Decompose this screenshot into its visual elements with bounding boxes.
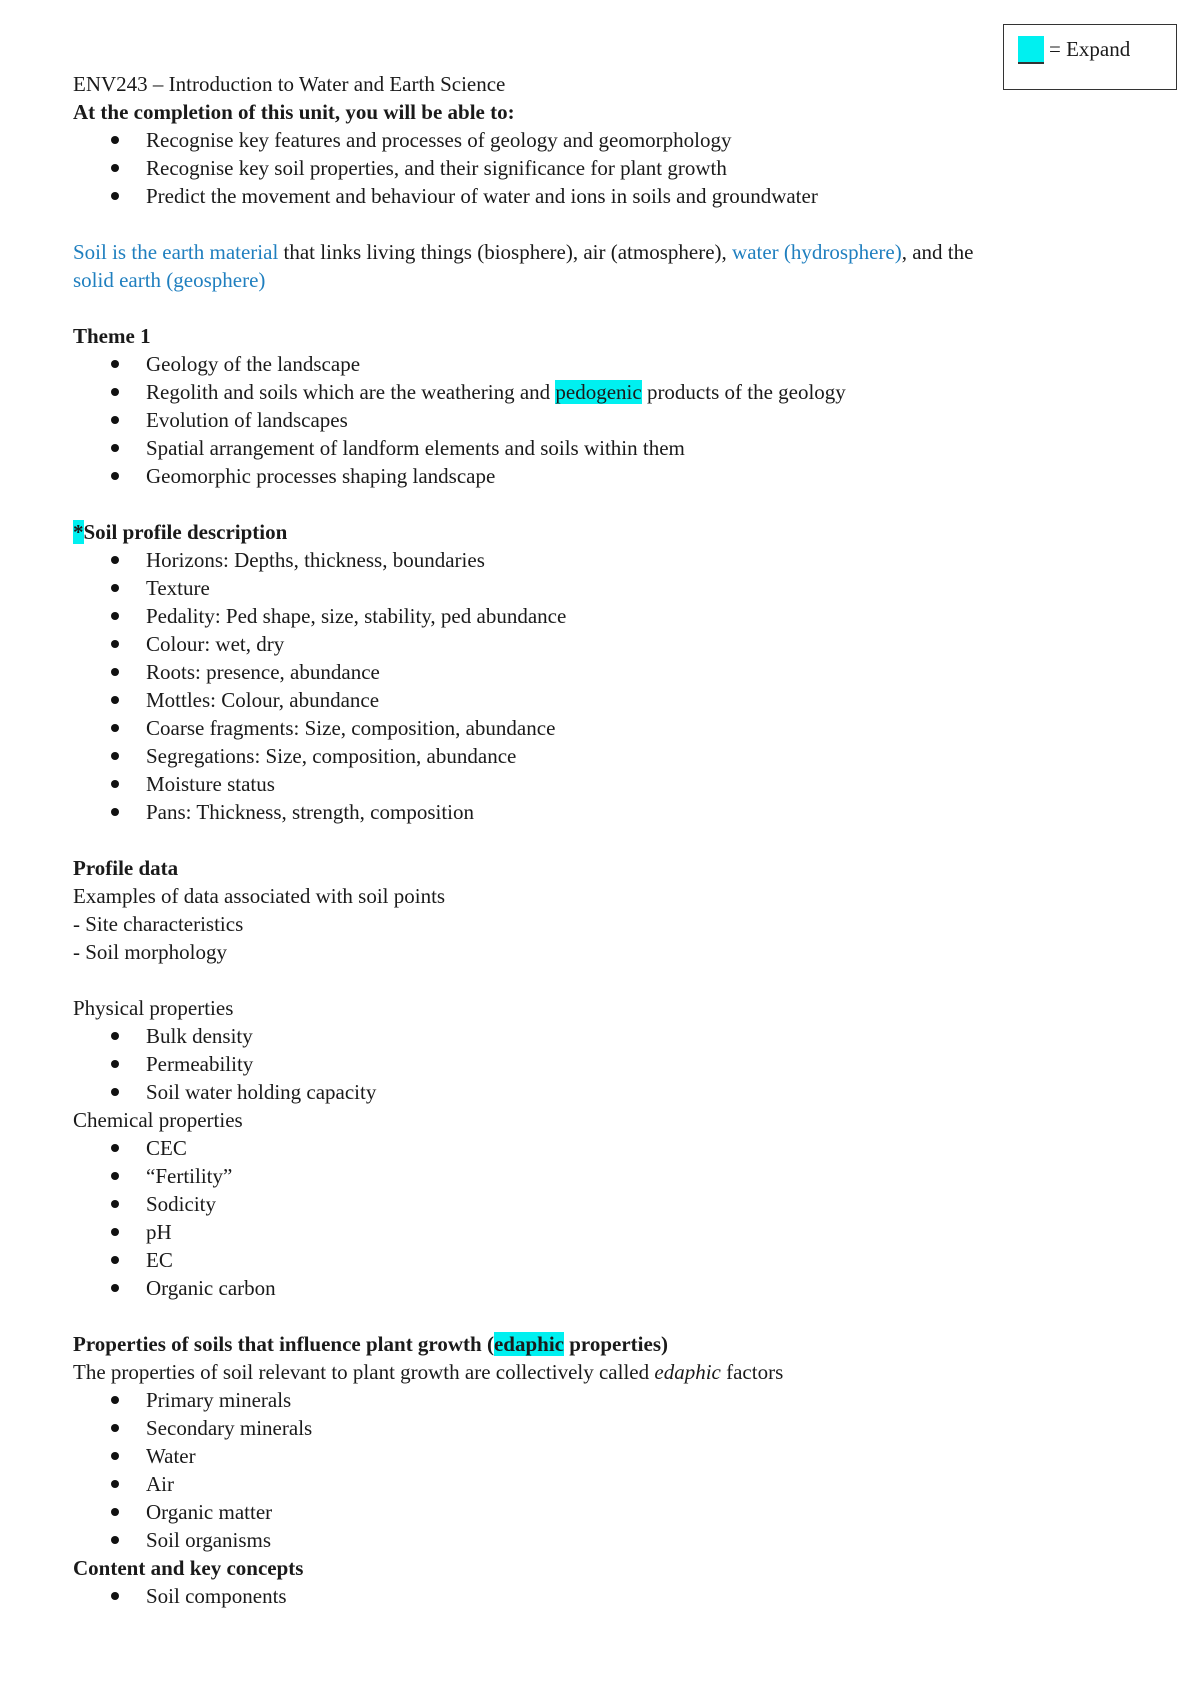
list-item: Soil components <box>73 1582 1133 1610</box>
outcomes-list <box>73 126 1133 210</box>
highlight-star: * <box>73 520 84 544</box>
list-item: Soil water holding capacity <box>73 1078 1133 1106</box>
list-item: Water <box>73 1442 1133 1470</box>
list-item: Roots: presence, abundance <box>73 658 1133 686</box>
list-item: Horizons: Depths, thickness, boundaries <box>73 546 1133 574</box>
document-title: ENV243 – Introduction to Water and Earth Science <box>73 72 506 96</box>
list-item: Pedality: Ped shape, size, stability, ped abundance <box>73 602 1133 630</box>
chemical-properties-list <box>73 1134 1133 1302</box>
theme1-list <box>73 350 1133 490</box>
edaphic-description <box>73 1358 1133 1386</box>
chemical-properties-heading: Chemical properties <box>73 1108 243 1132</box>
list-item <box>73 378 1133 406</box>
profile-data-line: - Site characteristics <box>73 912 244 936</box>
profile-data-line: Examples of data associated with soil points <box>73 884 446 908</box>
list-item: “Fertility” <box>73 1162 1133 1190</box>
list-item: Organic carbon <box>73 1274 1133 1302</box>
intro-text: that links living things (biosphere), air (atmosphere), <box>278 240 733 264</box>
heading-text: properties) <box>563 1332 668 1356</box>
list-item-text: products of the geology <box>641 380 846 404</box>
list-item: Texture <box>73 574 1133 602</box>
list-item: Bulk density <box>73 1022 1133 1050</box>
list-item: Evolution of landscapes <box>73 406 1133 434</box>
list-item: Geology of the landscape <box>73 350 1133 378</box>
desc-emphasis: edaphic <box>654 1360 721 1384</box>
list-item: Soil organisms <box>73 1526 1133 1554</box>
heading-text: Properties of soils that influence plant growth ( <box>73 1332 494 1356</box>
list-item: Primary minerals <box>73 1386 1133 1414</box>
heading-text: Soil profile description <box>83 520 288 544</box>
list-item: Geomorphic processes shaping landscape <box>73 462 1133 490</box>
highlight-pedogenic: pedogenic <box>555 380 642 404</box>
list-item: Colour: wet, dry <box>73 630 1133 658</box>
list-item: Spatial arrangement of landform elements and soils within them <box>73 434 1133 462</box>
list-item: Recognise key features and processes of geology and geomorphology <box>73 126 1133 154</box>
list-item: Sodicity <box>73 1190 1133 1218</box>
profile-data-line: - Soil morphology <box>73 940 228 964</box>
highlight-edaphic: edaphic <box>493 1332 564 1356</box>
list-item: Air <box>73 1470 1133 1498</box>
profile-data-heading: Profile data <box>73 856 179 880</box>
list-item: Coarse fragments: Size, composition, abundance <box>73 714 1133 742</box>
physical-properties-heading: Physical properties <box>73 996 234 1020</box>
intro-paragraph <box>73 238 1133 266</box>
list-item: Pans: Thickness, strength, composition <box>73 798 1133 826</box>
document-body <box>73 70 1133 1610</box>
list-item: Predict the movement and behaviour of water and ions in soils and groundwater <box>73 182 1133 210</box>
list-item-text: Regolith and soils which are the weathering and <box>146 380 556 404</box>
outcomes-heading: At the completion of this unit, you will be able to: <box>73 100 515 124</box>
desc-text: The properties of soil relevant to plant growth are collectively called <box>73 1360 655 1384</box>
intro-text-2: , and the <box>901 240 974 264</box>
desc-text: factors <box>720 1360 784 1384</box>
list-item: Permeability <box>73 1050 1133 1078</box>
list-item: Recognise key soil properties, and their significance for plant growth <box>73 154 1133 182</box>
list-item: Secondary minerals <box>73 1414 1133 1442</box>
theme1-heading: Theme 1 <box>73 324 151 348</box>
content-list <box>73 1582 1133 1610</box>
profile-description-heading <box>73 518 1133 546</box>
content-heading: Content and key concepts <box>73 1556 304 1580</box>
intro-link-soil: Soil is the earth material <box>73 240 279 264</box>
edaphic-list <box>73 1386 1133 1554</box>
list-item: EC <box>73 1246 1133 1274</box>
intro-link-geosphere: solid earth (geosphere) <box>73 268 266 292</box>
list-item: CEC <box>73 1134 1133 1162</box>
legend-swatch <box>1018 36 1044 64</box>
legend-label: = Expand <box>1049 37 1131 61</box>
profile-description-list <box>73 546 1133 826</box>
list-item: Organic matter <box>73 1498 1133 1526</box>
list-item: pH <box>73 1218 1133 1246</box>
edaphic-heading <box>73 1330 1133 1358</box>
list-item: Moisture status <box>73 770 1133 798</box>
intro-link-water: water (hydrosphere) <box>732 240 902 264</box>
physical-properties-list <box>73 1022 1133 1106</box>
list-item: Segregations: Size, composition, abundance <box>73 742 1133 770</box>
list-item: Mottles: Colour, abundance <box>73 686 1133 714</box>
